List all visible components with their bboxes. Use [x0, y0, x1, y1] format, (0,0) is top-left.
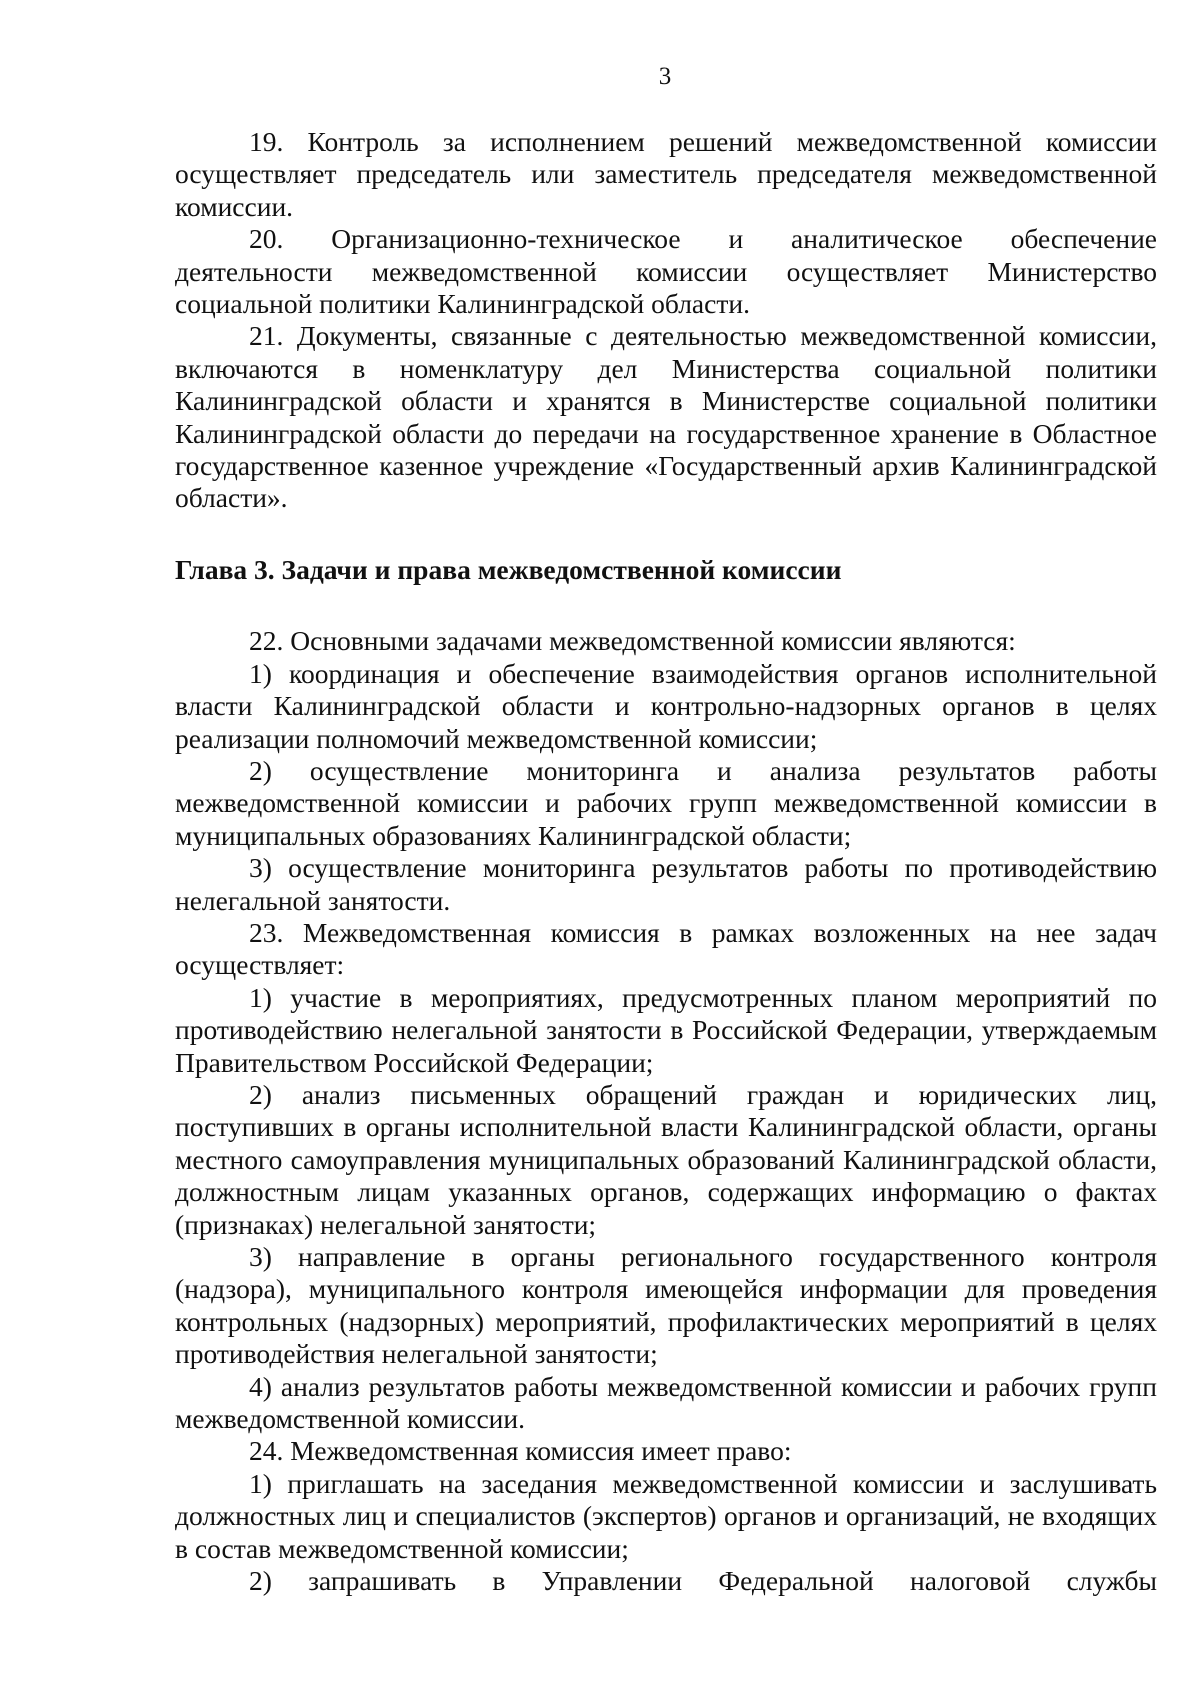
paragraph-24-item-1: 1) приглашать на заседания межведомственной комиссии и заслушивать должностных лиц и специалистов (экспертов) органов и организаций, не входящих в состав межведомственной комиссии;: [175, 1467, 1157, 1564]
page-number: 3: [658, 63, 672, 90]
paragraph-22-item-2: 2) осуществление мониторинга и анализа результатов работы межведомственной комиссии и рабочих групп межведомственной комиссии в муниципальных образованиях Калининградской области;: [175, 754, 1157, 851]
paragraph-21: 21. Документы, связанные с деятельностью межведомственной комиссии, включаются в номенклатуру дел Министерства социальной политики Калининградской области и хранятся в Министерстве социальной политики Калининградской области до передачи на государственное хранение в Областное государственное казенное учреждение «Государственный архив Калининградской области».: [175, 320, 1157, 514]
paragraph-22-item-3: 3) осуществление мониторинга результатов работы по противодействию нелегальной занятости.: [175, 852, 1157, 916]
paragraph-23-item-1: 1) участие в мероприятиях, предусмотренных планом мероприятий по противодействию нелегальной занятости в Российской Федерации, утверждаемым Правительством Российской Федерации;: [175, 981, 1157, 1078]
paragraph-19: 19. Контроль за исполнением решений межведомственной комиссии осуществляет председатель или заместитель председателя межведомственной комиссии.: [175, 126, 1157, 222]
paragraph-23-item-4: 4) анализ результатов работы межведомственной комиссии и рабочих групп межведомственной комиссии.: [175, 1370, 1157, 1435]
paragraph-23-item-3: 3) направление в органы регионального государственного контроля (надзора), муниципального контроля имеющейся информации для проведения контрольных (надзорных) мероприятий, профилактических мероприятий в целях противодействия нелегальной занятости;: [175, 1241, 1157, 1370]
paragraph-22: 22. Основными задачами межведомственной комиссии являются:: [249, 625, 1016, 657]
paragraph-24-item-2: 2) запрашивать в Управлении Федеральной налоговой службы: [249, 1565, 1157, 1597]
paragraph-23: 23. Межведомственная комиссия в рамках возложенных на нее задач осуществляет:: [175, 916, 1157, 981]
chapter-title: Глава 3. Задачи и права межведомственной комиссии: [175, 553, 842, 585]
paragraph-20: 20. Организационно-техническое и аналитическое обеспечение деятельности межведомственной комиссии осуществляет Министерство социальной политики Калининградской области.: [175, 223, 1157, 320]
paragraph-22-item-1: 1) координация и обеспечение взаимодействия органов исполнительной власти Калининградской области и контрольно-надзорных органов в целях реализации полномочий межведомственной комиссии;: [175, 657, 1157, 754]
document-body: [175, 126, 1157, 1597]
paragraph-24: 24. Межведомственная комиссия имеет право:: [249, 1435, 792, 1467]
paragraph-23-item-2: 2) анализ письменных обращений граждан и юридических лиц, поступивших в органы исполнительной власти Калининградской области, органы местного самоуправления муниципальных образований Калининградской области, должностным лицам указанных органов, содержащих информацию о фактах (признаках) нелегальной занятости;: [175, 1078, 1157, 1240]
